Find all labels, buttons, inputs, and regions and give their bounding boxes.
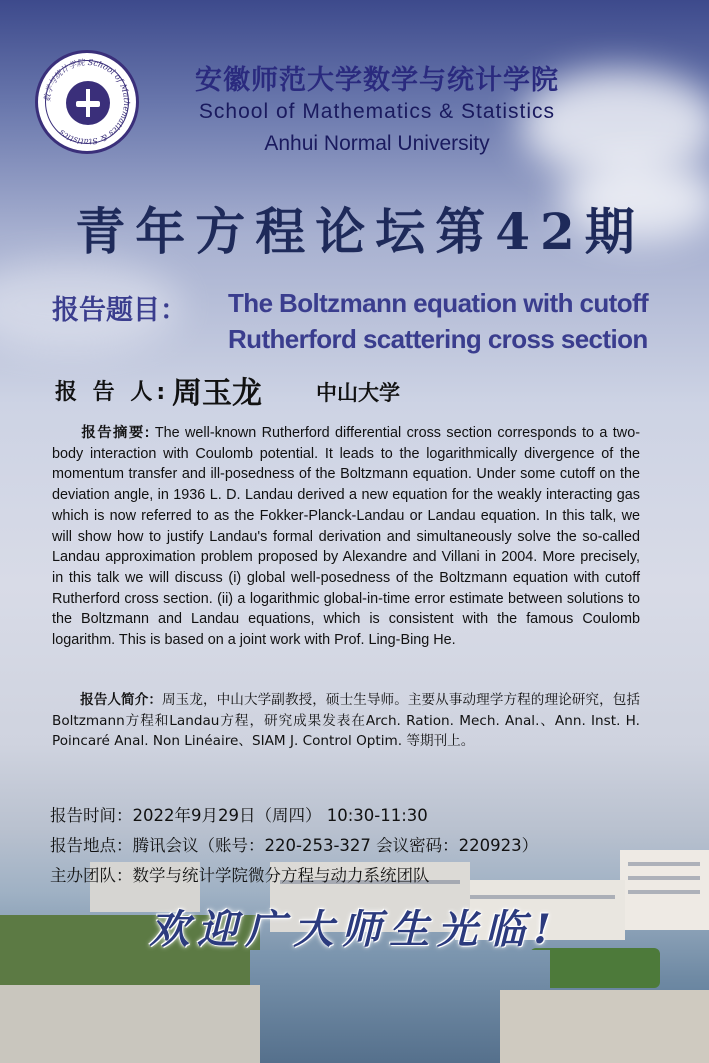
building-windows [628,876,700,880]
lake-embankment [0,985,260,1063]
abstract-label: 报告摘要: [80,425,150,441]
abstract-text: The well-known Rutherford differential cross section corresponds to a two-body interaction with Coulomb potential. It leads to the logarithmically divergence of the momentum transfer and ill-posedness of the Boltzmann equation. Under some cutoff on the deviation angle, in 1936 L. D. Landau derived a new equation for the weakly interacting gas which is now referred to as the Fokker-Planck-Landau or Landau equation. In this talk, we will show how to justify Landau's formal derivation and simultaneously solve the so-called Landau approximation problem proposed by Alexandre and Villani in 2004. More precisely, in this talk we will discuss (i) global well-posedness of the Boltzmann equation with cutoff Rutherford cross section. (ii) a logarithmic global-in-time error estimate between solutions to the Boltzmann and Landau equations, which is consistent with the famous Coulomb logarithm. This is based on a joint work with Prof. Ling-Bing He. [52,425,640,649]
event-location: 报告地点：腾讯会议（账号：220-253-327 会议密码：220923） [50,836,539,855]
event-time: 报告时间：2022年9月29日（周四） 10:30-11:30 [50,806,428,825]
university-name-en: Anhui Normal University [264,132,490,155]
school-name-en: School of Mathematics & Statistics [198,100,556,123]
building-windows [628,862,700,866]
event-organizer: 主办团队：数学与统计学院微分方程与动力系统团队 [50,866,430,885]
lake-embankment [500,990,709,1063]
school-name-cn: 安徽师范大学数学与统计学院 [195,65,559,96]
topic-label: 报告题目： [52,295,187,326]
abstract-paragraph [52,423,640,651]
topic-title-line1: The Boltzmann equation with cutoff [228,288,649,318]
bio-text: 周玉龙，中山大学副教授，硕士生导师。主要从事动理学方程的理论研究，包括Boltzmann方程和Landau方程，研究成果发表在Arch. Ration. Mech. Anal.、Ann. Inst. H. Poincaré Anal. Non Linéaire、SIAM J. Control Optim. 等期刊上。 [52,692,640,749]
speaker-affiliation: 中山大学 [316,381,400,405]
speaker-label: 报 告 人: [55,380,170,405]
speaker-bio-paragraph [52,690,640,752]
svg-text:数学与统计学院 School of Mathematics: 数学与统计学院 School of Mathematics & Statistics [42,57,132,147]
building-windows [628,890,700,894]
speaker-name: 周玉龙 [172,376,262,411]
welcome-message: 欢迎广大师生光临! [149,906,559,953]
topic-title-line2: Rutherford scattering cross section [228,324,648,354]
school-logo [35,50,139,154]
logo-emblem [66,81,110,125]
forum-title: 青年方程论坛第42期 [75,202,645,261]
bio-label: 报告人简介： [80,692,163,708]
